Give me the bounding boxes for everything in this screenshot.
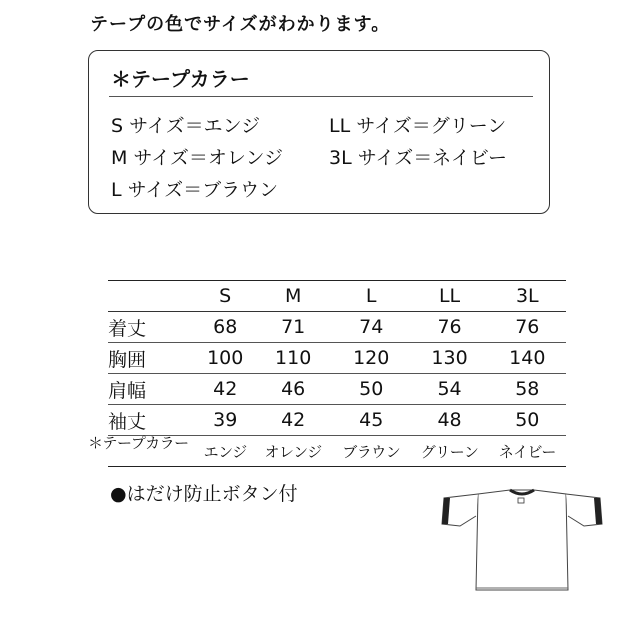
- table-cell: 100: [207, 347, 244, 369]
- header-spacer: [108, 281, 196, 312]
- table-cell: 46: [281, 378, 306, 400]
- table-cell: 71: [281, 316, 306, 338]
- tape-line-s: S サイズ＝エンジ: [111, 115, 261, 137]
- header-size: 3L: [515, 285, 539, 307]
- table-cell: 50: [515, 409, 540, 431]
- table-cell: 58: [515, 378, 540, 400]
- tape-color-title: ＊テープカラー: [111, 67, 250, 91]
- tape-line-m: M サイズ＝オレンジ: [111, 147, 283, 169]
- row-label: 着丈: [108, 317, 147, 340]
- table-cell: 74: [359, 316, 384, 338]
- table-cell: 120: [353, 347, 390, 369]
- header-size: LL: [438, 285, 461, 307]
- header-size: M: [284, 285, 302, 307]
- tape-color-cell: グリーン: [420, 442, 479, 461]
- row-label: 胸囲: [108, 348, 147, 371]
- tape-color-cell: オレンジ: [264, 442, 322, 461]
- jacket-illustration-icon: [438, 488, 606, 592]
- header-size: S: [219, 285, 232, 307]
- table-row: [108, 343, 566, 374]
- tape-color-cell: ブラウン: [342, 442, 401, 461]
- feature-note: ●はだけ防止ボタン付: [110, 483, 298, 505]
- table-row: [108, 405, 566, 436]
- table-cell: 110: [275, 347, 312, 369]
- tape-line-3l: 3L サイズ＝ネイビー: [329, 147, 508, 169]
- table-cell: 48: [437, 409, 462, 431]
- table-cell: 76: [515, 316, 540, 338]
- tape-color-box: [88, 50, 550, 214]
- size-table-header: [108, 281, 566, 312]
- table-cell: 140: [509, 347, 546, 369]
- tape-line-ll: LL サイズ＝グリーン: [329, 115, 507, 137]
- table-cell: 130: [431, 347, 468, 369]
- table-cell: 45: [359, 409, 384, 431]
- table-cell: 42: [281, 409, 306, 431]
- table-cell: 54: [437, 378, 462, 400]
- table-row: [108, 312, 566, 343]
- table-cell: 39: [213, 409, 238, 431]
- tape-row-label: ＊テープカラー: [88, 434, 189, 452]
- tape-color-divider: [109, 96, 533, 97]
- row-label: 袖丈: [108, 410, 147, 433]
- table-cell: 68: [213, 316, 238, 338]
- tape-color-cell: ネイビー: [498, 442, 556, 461]
- tape-color-cell: エンジ: [203, 442, 247, 461]
- table-cell: 42: [213, 378, 238, 400]
- table-cell: 50: [359, 378, 384, 400]
- row-label: 肩幅: [108, 379, 147, 402]
- table-row: [108, 374, 566, 405]
- headline: テープの色でサイズがわかります。: [90, 14, 391, 35]
- tape-line-l: L サイズ＝ブラウン: [111, 179, 279, 201]
- header-size: L: [365, 285, 377, 307]
- table-cell: 76: [437, 316, 462, 338]
